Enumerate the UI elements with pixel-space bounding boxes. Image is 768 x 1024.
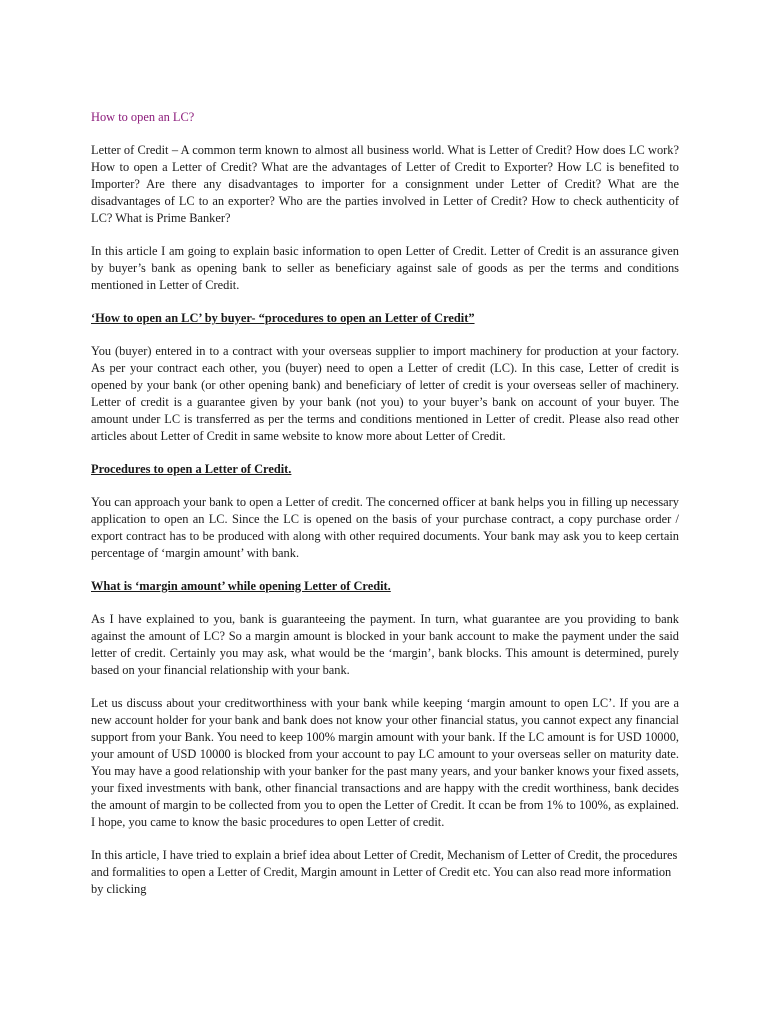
- margin-paragraph-1: As I have explained to you, bank is guaranteeing the payment. In turn, what guarantee are you providing to bank against the amount of LC? So a margin amount is blocked in your bank account to make the payment under the said letter of credit. Certainly you may ask, what would be the ‘margin’, bank blocks. This amount is determined, purely based on your financial relationship with your bank.: [91, 612, 679, 677]
- article-paragraph: In this article I am going to explain basic information to open Letter of Credit. Letter of Credit is an assurance given by buyer’s bank as opening bank to seller as beneficiary against sale of goods as per the terms and conditions mentioned in Letter of Credit.: [91, 244, 679, 292]
- buyer-heading: ‘How to open an LC’ by buyer- “procedures to open an Letter of Credit”: [91, 311, 475, 325]
- procedures-heading: Procedures to open a Letter of Credit.: [91, 462, 292, 476]
- margin-paragraph-2: Let us discuss about your creditworthiness with your bank while keeping ‘margin amount to open LC’. If you are a new account holder for your bank and bank does not know your other financial status, you cannot expect any financial support from your Bank. You need to keep 100% margin amount with your bank. If the LC amount is for USD 10000, your amount of USD 10000 is blocked from your account to pay LC amount to your overseas seller on maturity date. You may have a good relationship with your banker for the past many years, and your banker knows your fixed assets, your fixed investments with bank, other financial transactions and are happy with the credit worthiness, bank decides the amount of margin to be collected from you to open the Letter of Credit. It ccan be from 1% to 100%, as explained. I hope, you came to know the basic procedures to open Letter of credit.: [91, 696, 679, 829]
- buyer-paragraph: You (buyer) entered in to a contract with your overseas supplier to import machinery for production at your factory. As per your contract each other, you (buyer) need to open a Letter of credit (LC). In this case, Letter of credit is opened by your bank (or other opening bank) and beneficiary of letter of credit is your overseas seller of machinery. Letter of credit is a guarantee given by your bank (not you) to your buyer’s bank on account of your buyer. The amount under LC is transferred as per the terms and conditions mentioned in Letter of credit. Please also read other articles about Letter of Credit in same website to know more about Letter of Credit.: [91, 344, 679, 443]
- procedures-paragraph: You can approach your bank to open a Letter of credit. The concerned officer at bank helps you in filling up necessary application to open an LC. Since the LC is opened on the basis of your purchase contract, a copy purchase order / export contract has to be produced with along with other required documents. Your bank may ask you to keep certain percentage of ‘margin amount’ with bank.: [91, 495, 679, 560]
- page-title: How to open an LC?: [91, 110, 195, 124]
- document-page: [91, 109, 679, 914]
- conclusion-paragraph: In this article, I have tried to explain a brief idea about Letter of Credit, Mechanism of Letter of Credit, the procedures and formalities to open a Letter of Credit, Margin amount in Letter of Credit etc. You can also read more information by clicking: [91, 848, 678, 896]
- intro-paragraph: Letter of Credit – A common term known to almost all business world. What is Letter of Credit? How does LC work? How to open a Letter of Credit? What are the advantages of Letter of Credit to Exporter? How LC is benefited to Importer? Are there any disadvantages to importer for a consignment under Letter of Credit? What are the disadvantages of LC to an exporter? Who are the parties involved in Letter of Credit? How to check authenticity of LC? What is Prime Banker?: [91, 143, 679, 225]
- margin-heading: What is ‘margin amount’ while opening Letter of Credit.: [91, 579, 391, 593]
